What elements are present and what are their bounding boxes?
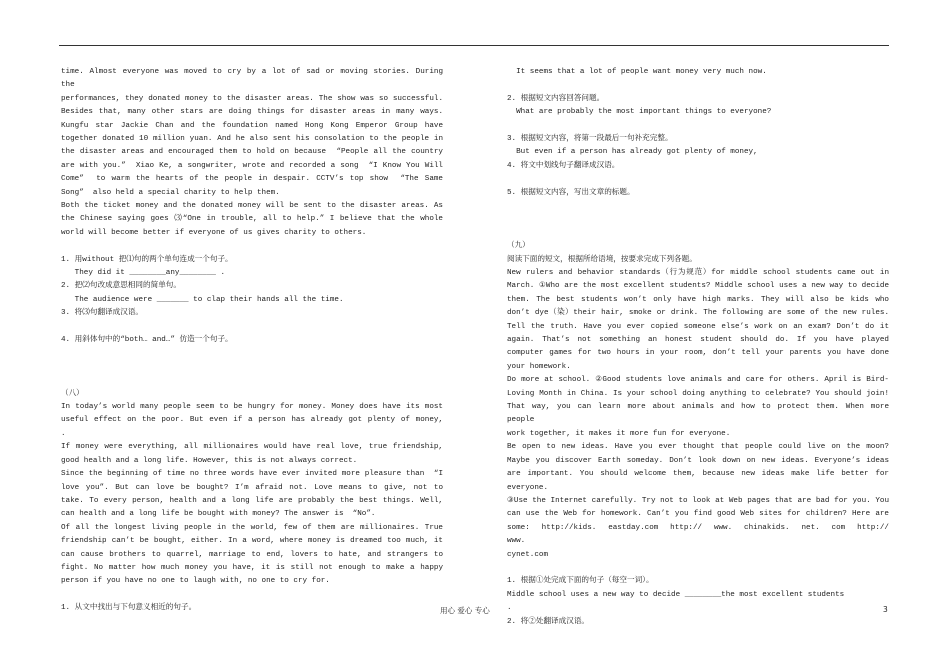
question-line: It seems that a lot of people want money very much now. — [507, 68, 767, 76]
question-line: But even if a person has already got plenty of money, — [507, 148, 758, 157]
text-line: can health and a long life be bought with money? The answer is “No”. — [61, 510, 376, 519]
text-line: can use the Web for homework. Can’t you find good Web sites for children? Here are — [507, 510, 889, 519]
text-line: them. The best students won’t only have high marks. They will also be kids who — [507, 295, 889, 304]
text-line: Both the ticket money and the donated money will be sent to the disaster areas. As — [61, 202, 443, 211]
text-line: time. Almost everyone was moved to cry by a lot of sad or moving stories. During the — [61, 68, 448, 90]
text-line: person if you have no one to laugh with, no one to cry for. — [61, 577, 330, 586]
page-number: 3 — [883, 605, 888, 614]
text-line: are with you.” Xiao Ke, a songwriter, wrote and recorded a song “I Know You Will — [61, 161, 443, 170]
text-line: love you”. But can love be bought? I’m afraid not. Love means to give, not to — [61, 483, 443, 492]
text-line: Song” also held a special charity to help them. — [61, 188, 280, 197]
text-line: March. ①Who are the most excellent students? Middle school uses a new way to decide — [507, 282, 889, 291]
text-line: your homework. — [507, 362, 571, 371]
text-line: computer games for two hours in your room, don’t tell your parents you have done — [507, 349, 889, 358]
section-heading: （九） — [507, 242, 530, 251]
question-line: 5. 根据短文内容，写出文章的标题。 — [507, 188, 635, 197]
text-line: some: http://kids. eastday.com http:// www. chinakids. net. com http:// www. — [507, 523, 899, 546]
text-line: In today’s world many people seem to be hungry for money. Money does have its most — [61, 403, 443, 412]
text-line: the Chinese saying goes ⑶“One in trouble, all to help.” I believe that the whole — [61, 215, 443, 224]
question-line: 1. 根据①处完成下面的句子（每空一词）。 — [507, 577, 654, 586]
text-line: Tell the truth. Have you ever copied someone else’s work on an exam? Don’t do it — [507, 322, 889, 331]
text-line: work together, it makes it more fun for everyone. — [507, 429, 731, 438]
text-line: Come” to warm the hearts of the people in despair. CCTV’s top show “The Same — [61, 175, 443, 184]
text-line: cynet.com — [507, 550, 549, 559]
text-line: New rulers and behavior standards（行为规范）for middle school students came out in — [507, 269, 889, 277]
question-line: 1. 用without 把⑴句的两个单句连成一个句子。 — [61, 255, 233, 264]
question-line: The audience were _______ to clap their hands all the time. — [61, 295, 344, 304]
question-line: 2. 根据短文内容回答问题。 — [507, 94, 605, 103]
question-line: 3. 根据短文内容，将第一段最后一句补充完整。 — [507, 135, 673, 143]
question-line: 4. 用斜体句中的“both… and…” 仿造一个句子。 — [61, 336, 233, 345]
text-line: Maybe you discover Earth someday. Don’t look down on new ideas. Everyone’s ideas — [507, 456, 889, 465]
text-line: . — [61, 429, 66, 438]
left-column — [61, 66, 448, 616]
text-line: everyone. — [507, 483, 549, 492]
text-line: That way, you can learn more about animals and how to protect them. When more people — [507, 403, 894, 425]
section-heading: （八） — [61, 389, 84, 398]
text-line: Since the beginning of time no three words have ever invited more pleasure than “I — [61, 470, 443, 479]
question-line: 4. 将文中划线句子翻译成汉语。 — [507, 161, 620, 170]
question-line: They did it ________any________ . — [61, 269, 226, 278]
header-rule — [59, 45, 889, 46]
question-line: 2. 把⑵句改成意思相同的简单句。 — [61, 282, 181, 291]
text-line: good health and a long life. However, this is not always correct. — [61, 456, 358, 465]
text-line: take. To every person, health and a long life are probably the best things. Well, — [61, 496, 443, 505]
instruction-line: 阅读下面的短文，根据所给语境，按要求完成下列各题。 — [507, 255, 697, 264]
text-line: Of all the longest living people in the world, few of them are millionaires. True — [61, 523, 443, 532]
text-line: together donated 10 million yuan. And he also sent his consolation to the people in — [61, 135, 443, 144]
question-line: What are probably the most important things to everyone? — [507, 108, 772, 117]
page-footer — [0, 605, 950, 619]
text-line: the disaster areas and encouraged them to hold on because “People all the country — [61, 148, 443, 157]
question-line: 1. 从文中找出与下句意义相近的句子。 — [61, 604, 197, 613]
text-line: Be open to new ideas. Have you ever thought that people could live on the moon? — [507, 443, 889, 452]
text-line: don’t dye（染）their hair, smoke or drink. The following are some of the new rules. — [507, 309, 889, 318]
text-line: again. That’s not something an honest student should do. If you have played — [507, 336, 889, 345]
text-line: world will become better if everyone of us gives charity to others. — [61, 228, 367, 237]
question-line: 3. 将⑶句翻译成汉语。 — [61, 309, 144, 318]
text-line: Kungfu star Jackie Chan and the foundation named Hong Kong Emperor Group have — [61, 121, 443, 130]
question-line: 2. 将②处翻译成汉语。 — [507, 617, 590, 626]
question-line: Middle school uses a new way to decide ________the most excellent students . — [507, 590, 890, 613]
text-line: can cause brothers to quarrel, marriage to end, lovers to hate, and strangers to — [61, 550, 443, 559]
footer-text: 用心 爱心 专心 — [440, 606, 490, 615]
text-line: Loving Month in China. Is your school doing anything to celebrate? You should join! — [507, 389, 889, 398]
text-line: Besides that, many other stars are doing things for disaster areas in many ways. — [61, 108, 443, 117]
text-line: useful effect on the poor. But even if a person has already got plenty of money, — [61, 416, 443, 425]
text-line: Do more at school. ②Good students love animals and care for others. April is Bird- — [507, 376, 889, 385]
text-line: friendship can’t be bought, either. In a word, where money is dreamed too much, it — [61, 537, 443, 546]
text-line: If money were everything, all millionaires would have real love, true friendship, — [61, 443, 443, 452]
text-line: are important. You should welcome them, because new ideas make life better for — [507, 470, 889, 479]
text-line: fight. No matter how much money you have, it is still not enough to make a happy — [61, 563, 443, 572]
right-column — [507, 66, 899, 629]
text-line: ③Use the Internet carefully. Try not to look at Web pages that are bad for you. You — [507, 496, 889, 505]
text-line: performances, they donated money to the disaster areas. The show was so successful. — [61, 94, 443, 103]
